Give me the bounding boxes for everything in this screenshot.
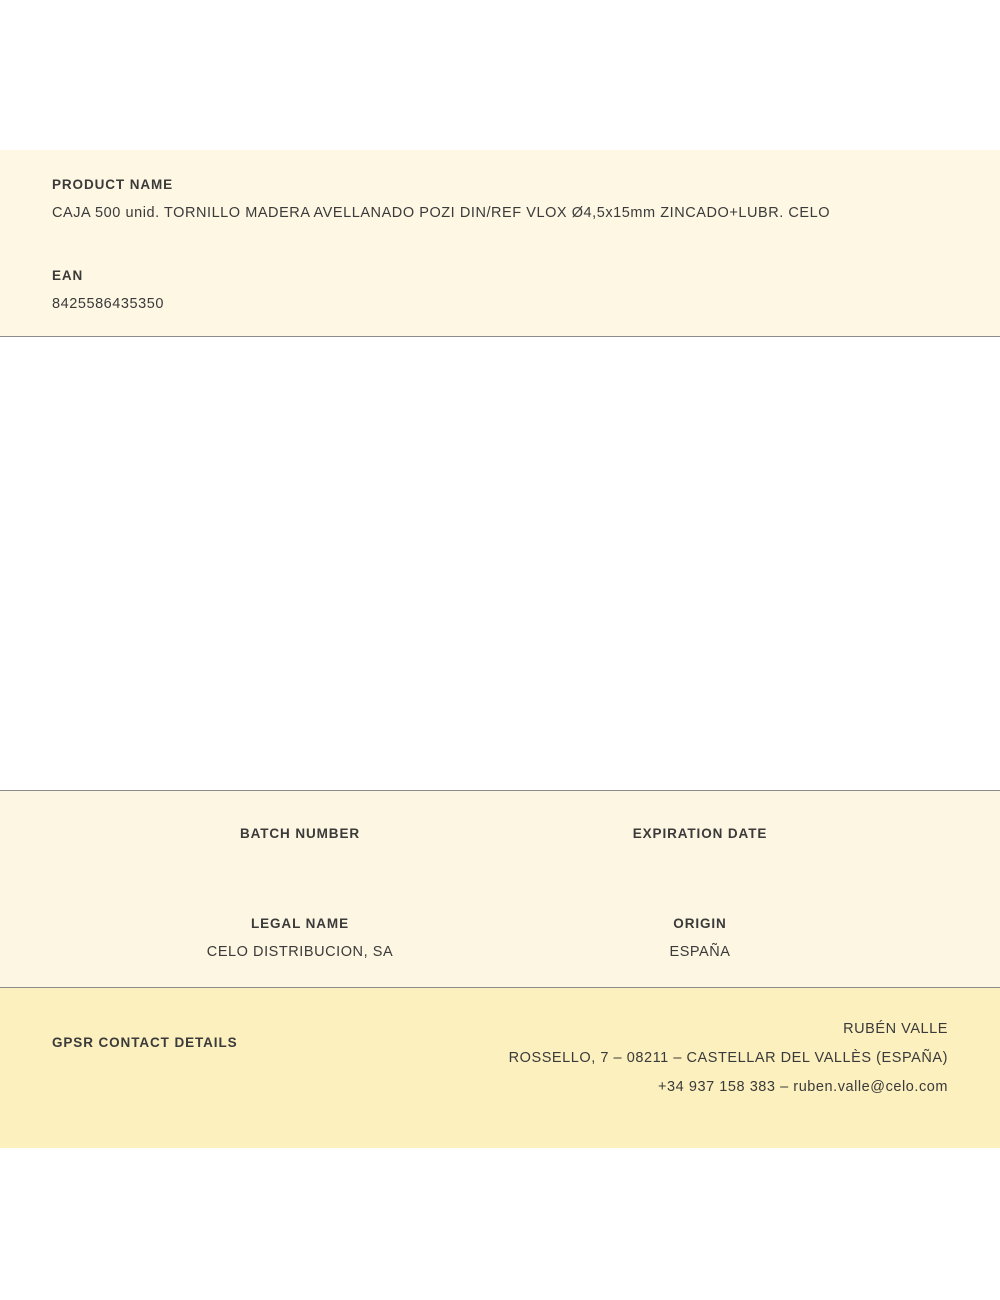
product-name-label: PRODUCT NAME (52, 177, 174, 192)
gpsr-contact-label: GPSR CONTACT DETAILS (52, 1035, 238, 1050)
origin-value: ESPAÑA (669, 944, 731, 960)
gpsr-contact-address: ROSSELLO, 7 – 08211 – CASTELLAR DEL VALLÈS (ESPAÑA) (508, 1050, 948, 1066)
batch-legal-section (0, 790, 1000, 988)
batch-number-label: BATCH NUMBER (239, 826, 361, 841)
legal-name-label: LEGAL NAME (250, 916, 349, 931)
ean-label: EAN (52, 268, 84, 283)
product-name-value: CAJA 500 unid. TORNILLO MADERA AVELLANADO POZI DIN/REF VLOX Ø4,5x15mm ZINCADO+LUBR. CELO (52, 205, 831, 221)
bottom-margin (0, 1148, 1000, 1300)
ean-value: 8425586435350 (52, 296, 164, 312)
blank-content-area (0, 337, 1000, 790)
gpsr-contact-lines (248, 1015, 948, 1102)
origin-label: ORIGIN (673, 916, 727, 931)
product-details-section (0, 150, 1000, 337)
expiration-date-label: EXPIRATION DATE (632, 826, 768, 841)
top-margin (0, 0, 1000, 150)
gpsr-contact-phone-email: +34 937 158 383 – ruben.valle@celo.com (658, 1079, 948, 1095)
gpsr-contact-section (0, 988, 1000, 1148)
gpsr-contact-name: RUBÉN VALLE (843, 1021, 948, 1037)
legal-name-value: CELO DISTRIBUCION, SA (206, 944, 394, 960)
